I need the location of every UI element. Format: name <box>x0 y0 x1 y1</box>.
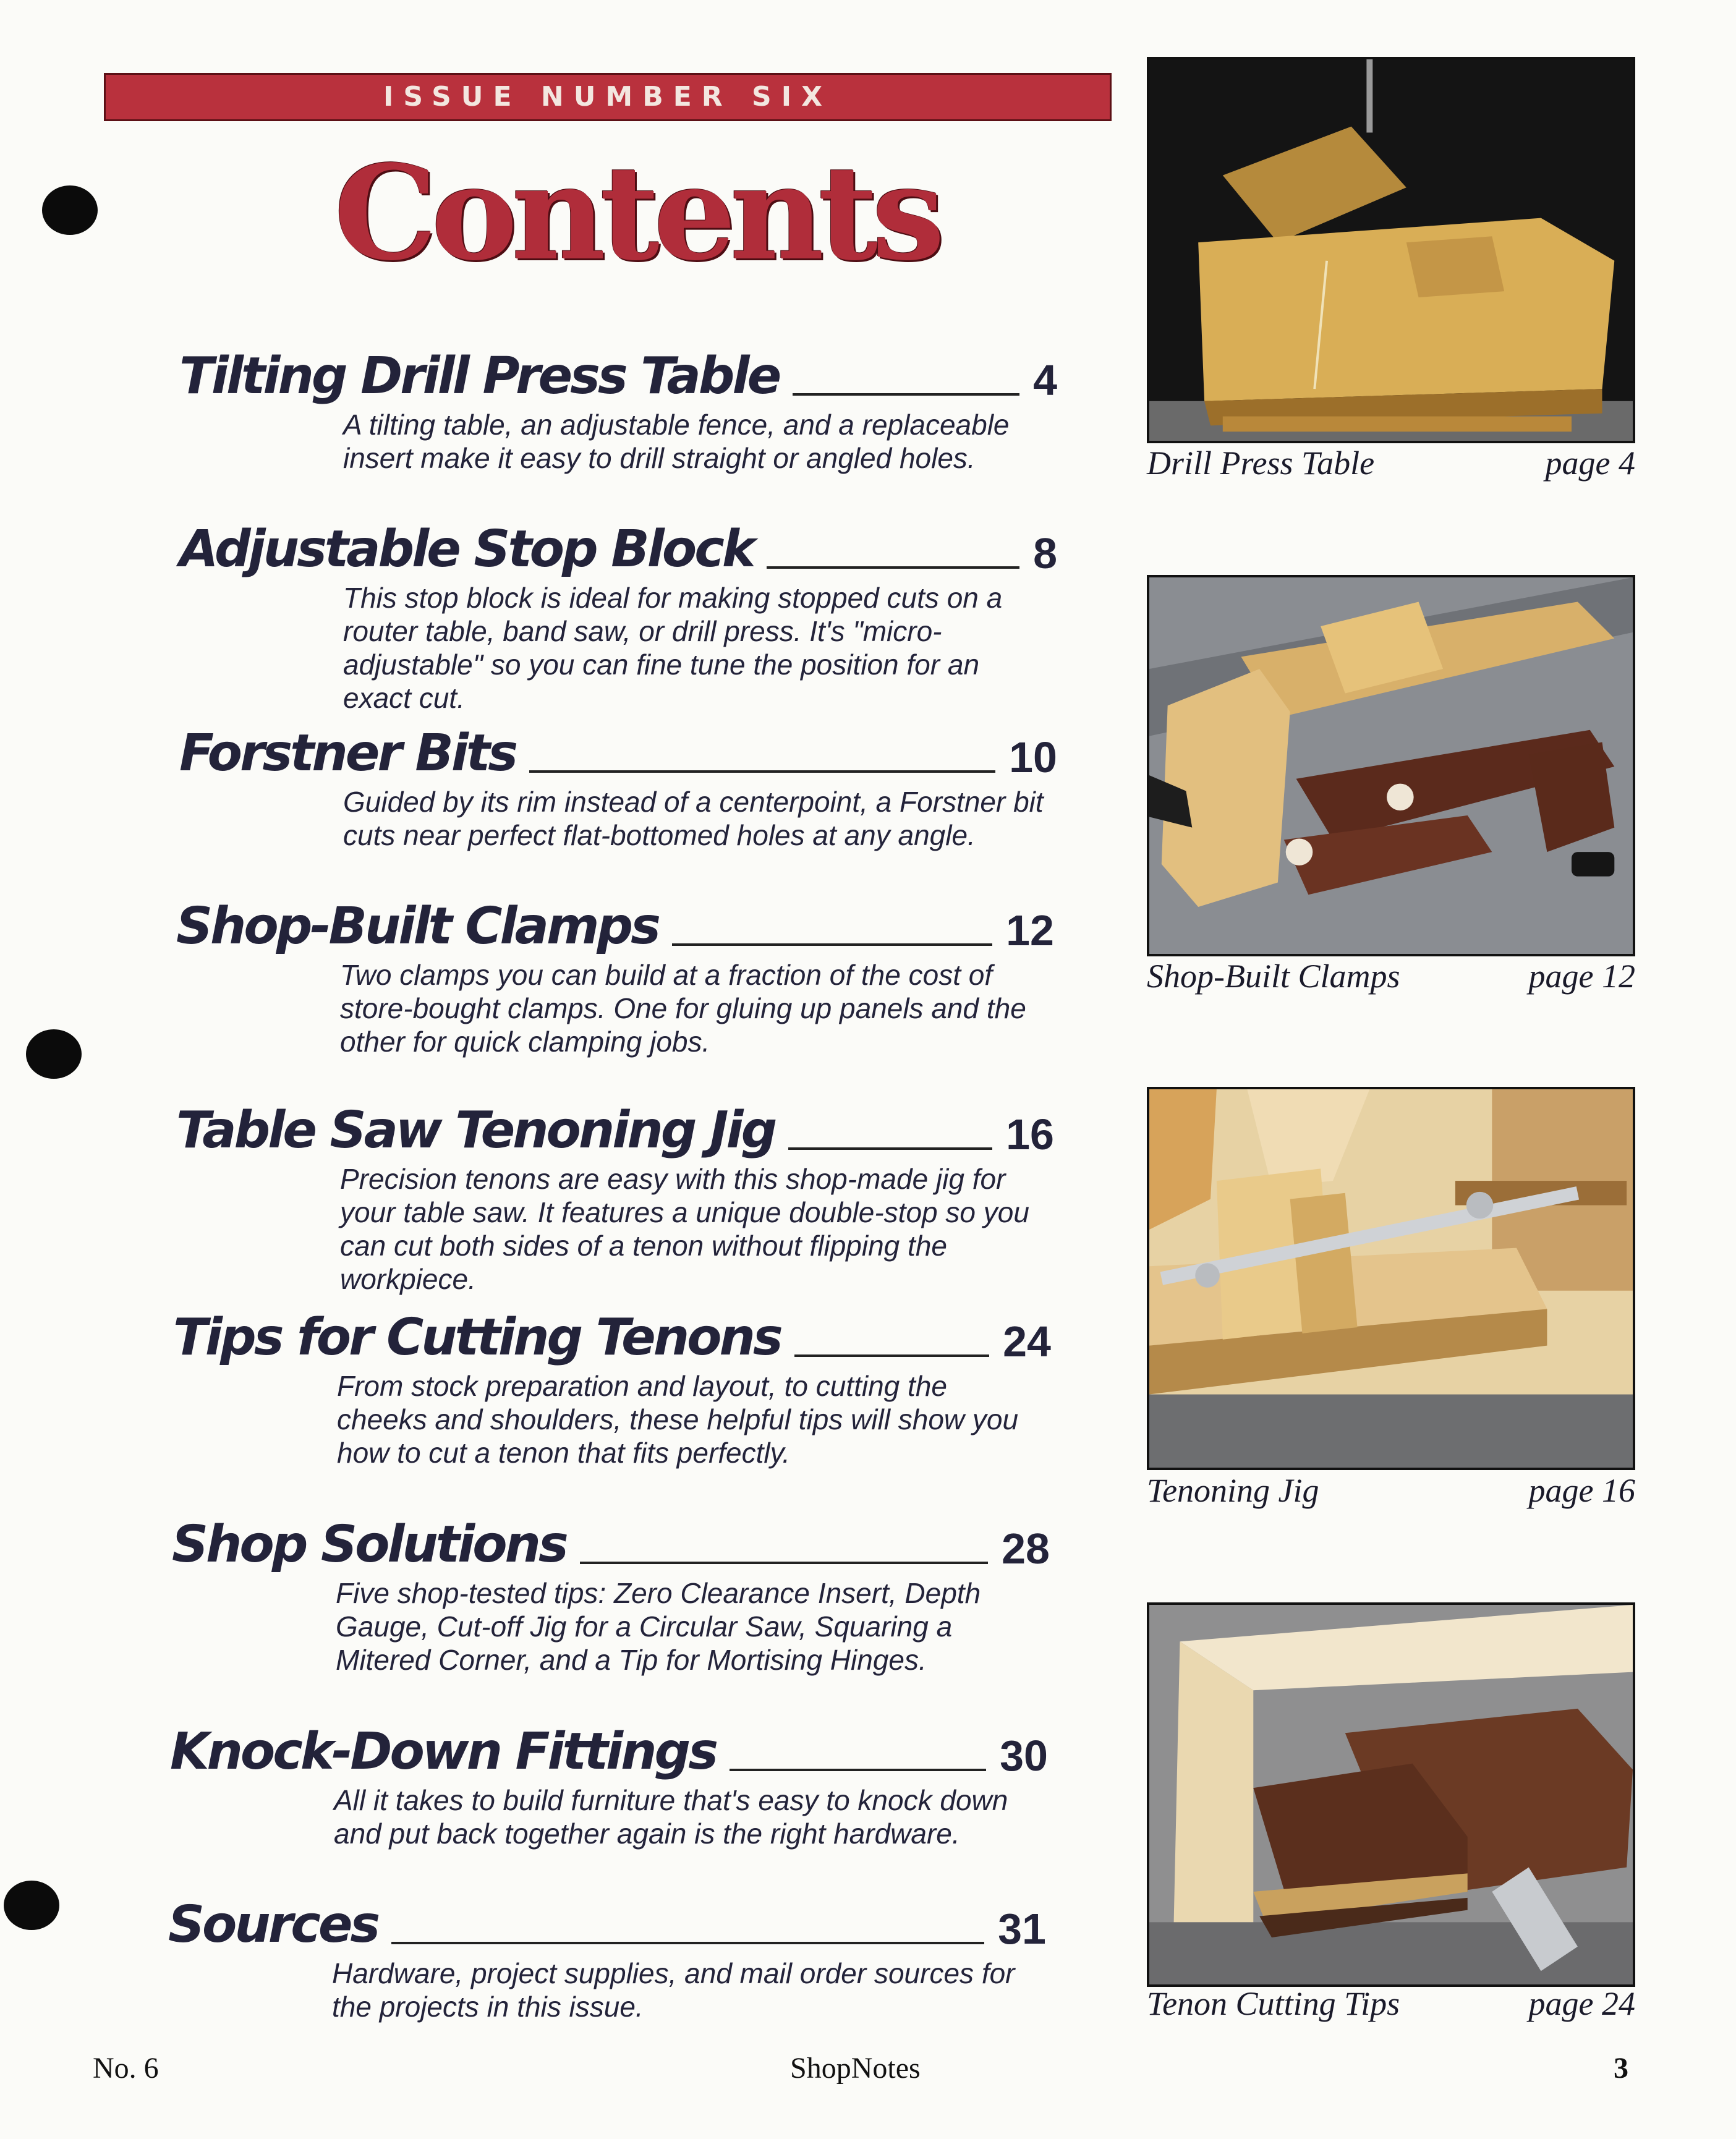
entry-description: Guided by its rim instead of a centerpoint, a Forstner bit cuts near perfect flat-bottomed holes at any angle. <box>343 786 1044 851</box>
caption-page: page 12 <box>1528 958 1635 995</box>
tenon-cutting-tips-photo <box>1147 1602 1635 1987</box>
entry-description: From stock preparation and layout, to cutting the cheeks and shoulders, these helpful tips will show you how to cut a tenon that fits perfectly. <box>337 1370 1019 1469</box>
entry-description: Two clamps you can build at a fraction of the cost of store-bought clamps. One for gluing up panels and the other for quick clamping jobs. <box>340 959 1026 1058</box>
entry-description: Hardware, project supplies, and mail order sources for the projects in this issue. <box>332 1957 1015 2023</box>
contents-entry[interactable] <box>179 334 1057 475</box>
issue-banner: ISSUE NUMBER SIX <box>104 73 1112 121</box>
entry-description: A tilting table, an adjustable fence, and a replaceable insert make it easy to drill straight or angled holes. <box>343 409 1010 474</box>
entry-page-number[interactable]: 16 <box>1006 1110 1054 1159</box>
entry-leader <box>580 1562 988 1564</box>
entry-leader <box>391 1942 984 1944</box>
entry-description: Precision tenons are easy with this shop-made jig for your table saw. It features a unique double-stop so you can cut both sides of a tenon without flipping the workpiece. <box>340 1163 1029 1295</box>
photo-caption <box>1147 444 1635 482</box>
entry-leader <box>672 943 992 946</box>
entry-page-number[interactable]: 31 <box>998 1905 1046 1953</box>
entry-page-number[interactable]: 24 <box>1003 1317 1051 1366</box>
entry-page-number[interactable]: 12 <box>1006 906 1054 955</box>
contents-entry[interactable] <box>179 711 1057 852</box>
entry-leader <box>788 1147 992 1150</box>
photo-caption <box>1147 1984 1635 2023</box>
entry-leader <box>793 393 1019 396</box>
contents-entry[interactable] <box>176 1088 1054 1296</box>
entry-title[interactable]: Tilting Drill Press Table <box>179 347 780 406</box>
caption-page: page 4 <box>1545 444 1635 482</box>
entry-title[interactable]: Knock-Down Fittings <box>170 1722 717 1781</box>
photo-caption <box>1147 1471 1635 1510</box>
contents-entry[interactable] <box>168 1882 1046 2023</box>
tenoning-jig-photo <box>1147 1087 1635 1470</box>
entry-title[interactable]: Tips for Cutting Tenons <box>173 1308 781 1367</box>
contents-entry[interactable] <box>172 1502 1050 1677</box>
drill-press-table-photo <box>1147 57 1635 443</box>
binder-hole-bottom <box>4 1881 59 1930</box>
footer-page-number: 3 <box>1614 2052 1628 2085</box>
entry-page-number[interactable]: 4 <box>1033 356 1057 404</box>
binder-hole-middle <box>26 1029 82 1079</box>
entry-leader <box>794 1354 989 1357</box>
footer-issue: No. 6 <box>93 2052 159 2085</box>
entry-page-number[interactable]: 10 <box>1009 733 1057 781</box>
entry-description: Five shop-tested tips: Zero Clearance Insert, Depth Gauge, Cut-off Jig for a Circular Saw, Squaring a Mitered Corner, and a Tip for Mortising Hinges. <box>336 1577 981 1676</box>
contents-entry[interactable] <box>170 1709 1048 1850</box>
entry-title[interactable]: Forstner Bits <box>179 724 516 783</box>
page-title: Contents <box>334 137 939 289</box>
entry-leader <box>767 566 1019 569</box>
footer-magazine: ShopNotes <box>790 2052 921 2085</box>
caption-title: Drill Press Table <box>1147 444 1375 482</box>
photo-caption <box>1147 957 1635 995</box>
caption-title: Tenon Cutting Tips <box>1147 1985 1400 2022</box>
entry-description: This stop block is ideal for making stopped cuts on a router table, band saw, or drill press. It's "micro-adjustable" so you can fine tune the position for an exact cut. <box>343 582 1003 714</box>
caption-title: Tenoning Jig <box>1147 1472 1319 1509</box>
contents-entry[interactable] <box>179 507 1057 715</box>
entry-page-number[interactable]: 8 <box>1033 529 1057 577</box>
entry-page-number[interactable]: 30 <box>1000 1732 1048 1780</box>
binder-hole-top <box>42 185 98 235</box>
entry-description: All it takes to build furniture that's easy to knock down and put back together again is the right hardware. <box>334 1784 1008 1850</box>
contents-entry[interactable] <box>173 1295 1051 1469</box>
caption-page: page 24 <box>1528 1985 1635 2022</box>
shop-built-clamps-photo <box>1147 575 1635 956</box>
entry-title[interactable]: Table Saw Tenoning Jig <box>176 1101 775 1160</box>
entry-leader <box>730 1769 986 1771</box>
contents-entry[interactable] <box>176 884 1054 1058</box>
entry-title[interactable]: Adjustable Stop Block <box>179 520 754 579</box>
entry-title[interactable]: Shop-Built Clamps <box>176 897 658 956</box>
caption-page: page 16 <box>1528 1472 1635 1509</box>
entry-title[interactable]: Shop Solutions <box>172 1515 566 1574</box>
entry-leader <box>529 770 995 773</box>
entry-title[interactable]: Sources <box>168 1895 378 1954</box>
caption-title: Shop-Built Clamps <box>1147 958 1400 995</box>
entry-page-number[interactable]: 28 <box>1002 1525 1050 1573</box>
